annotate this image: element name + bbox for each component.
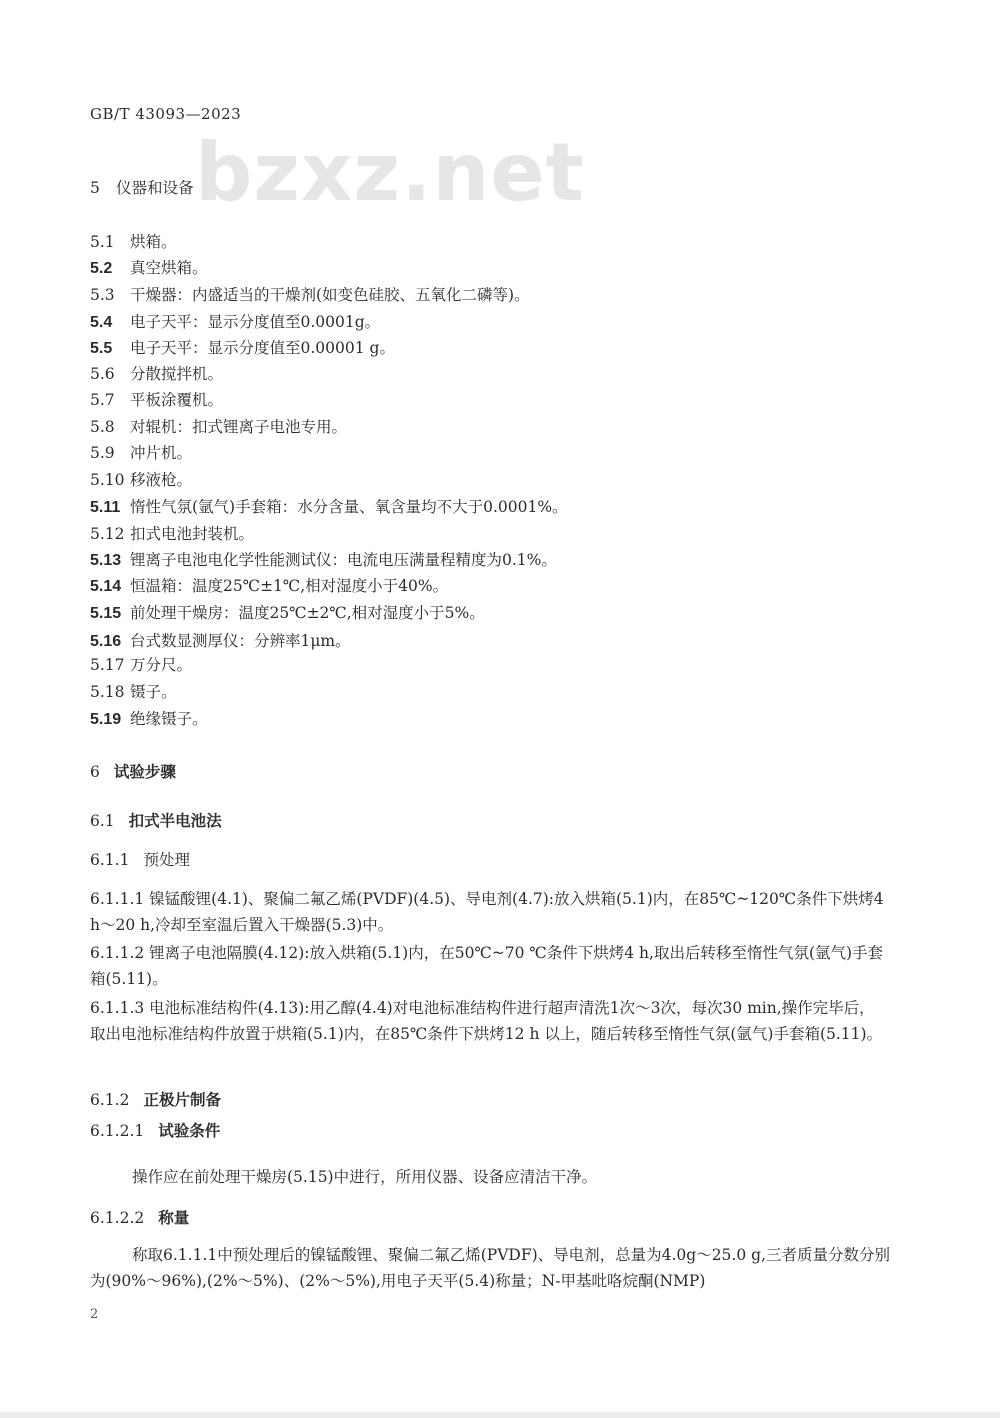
item-text: 移液枪。	[130, 471, 193, 489]
standard-number-header: GB/T 43093—2023	[90, 105, 242, 123]
item-text: 对辊机：扣式锂离子电池专用。	[130, 418, 348, 436]
section-number: 5	[90, 179, 100, 197]
list-item	[90, 550, 557, 571]
list-item	[90, 417, 347, 437]
item-text: 真空烘箱。	[130, 259, 208, 277]
item-number: 5.17	[90, 656, 125, 674]
paragraph-test-conditions: 操作应在前处理干燥房(5.15)中进行，所用仪器、设备应清洁干净。	[132, 1168, 598, 1186]
section-title: 扣式半电池法	[128, 812, 222, 830]
page-bottom-edge	[0, 1412, 1000, 1418]
item-number: 5.4	[90, 314, 113, 331]
section-title: 正极片制备	[143, 1091, 221, 1109]
item-number: 5.12	[90, 525, 125, 543]
list-item	[90, 443, 192, 463]
item-number: 5.5	[90, 340, 113, 357]
item-number: 5.15	[90, 605, 122, 622]
subsection-heading	[90, 811, 222, 831]
item-text: 绝缘镊子。	[130, 710, 208, 728]
list-item	[90, 655, 192, 675]
item-text: 电子天平：显示分度值至0.00001 g。	[130, 339, 395, 357]
paragraph-6-1-1-3: 6.1.1.3 电池标准结构件(4.13):用乙醇(4.4)对电池标准结构件进行超声清洗1次～3次，每次30 min,操作完毕后，取出电池标准结构件放置于烘箱(5.1)内，在85℃条件下烘烤12 h 以上，随后转移至惰性气氛(氩气)手套箱(5.11)。	[90, 999, 883, 1043]
list-item	[90, 390, 223, 410]
item-number: 5.8	[90, 418, 115, 436]
list-item	[90, 682, 177, 702]
section-number: 6.1.2	[90, 1091, 130, 1109]
section-title: 试验步骤	[113, 763, 176, 781]
list-item	[90, 470, 192, 490]
section-title: 称量	[158, 1209, 190, 1227]
item-text: 冲片机。	[130, 444, 193, 462]
item-number: 5.2	[90, 260, 113, 277]
subsection-heading	[90, 1121, 220, 1141]
section-number: 6.1.1	[90, 851, 130, 869]
list-item	[90, 603, 485, 624]
item-text: 平板涂覆机。	[130, 391, 224, 409]
list-item	[90, 258, 208, 279]
section-5-heading	[90, 178, 194, 198]
list-item	[90, 631, 351, 652]
item-text: 镊子。	[130, 683, 177, 701]
section-6-heading	[90, 762, 176, 782]
list-item	[90, 709, 208, 730]
subsection-heading	[90, 1208, 189, 1228]
list-item	[90, 364, 223, 384]
list-item	[90, 232, 177, 252]
item-number: 5.16	[90, 633, 122, 650]
item-number: 5.9	[90, 444, 115, 462]
paragraph-6-1-1-1: 6.1.1.1 镍锰酸锂(4.1)、聚偏二氟乙烯(PVDF)(4.5)、导电剂(4.7):放入烘箱(5.1)内，在85℃~120℃条件下烘烤4 h～20 h,冷却至室温后置入干燥器(5.3)中。	[90, 890, 884, 934]
watermark: bzxz.net	[195, 126, 585, 219]
item-text: 分散搅拌机。	[130, 365, 224, 383]
item-number: 5.19	[90, 711, 122, 728]
list-item	[90, 497, 568, 518]
page-number: 2	[90, 1307, 99, 1322]
paragraph-6-1-1-2: 6.1.1.2 锂离子电池隔膜(4.12):放入烘箱(5.1)内，在50℃~70 ℃条件下烘烤4 h,取出后转移至惰性气氛(氩气)手套箱(5.11)。	[90, 944, 884, 988]
item-text: 锂离子电池电化学性能测试仪：电流电压满量程精度为0.1%。	[130, 551, 557, 569]
item-number: 5.6	[90, 365, 115, 383]
section-number: 6.1.2.2	[90, 1209, 145, 1227]
item-text: 惰性气氛(氩气)手套箱：水分含量、氧含量均不大于0.0001%。	[130, 498, 568, 516]
item-text: 万分尺。	[130, 656, 193, 674]
item-text: 恒温箱：温度25℃±1℃,相对湿度小于40%。	[130, 577, 449, 595]
list-item	[90, 524, 254, 544]
subsection-heading	[90, 1090, 221, 1110]
section-number: 6.1.2.1	[90, 1122, 145, 1140]
item-number: 5.18	[90, 683, 125, 701]
section-title: 试验条件	[158, 1122, 221, 1140]
item-text: 台式数显测厚仪：分辨率1μm。	[130, 632, 351, 650]
list-item	[90, 338, 395, 359]
list-item	[90, 576, 448, 597]
item-text: 烘箱。	[130, 233, 177, 251]
list-item	[90, 285, 530, 305]
item-number: 5.10	[90, 471, 125, 489]
section-number: 6	[90, 763, 100, 781]
list-item	[90, 312, 380, 333]
item-text: 干燥器：内盛适当的干燥剂(如变色硅胶、五氧化二磷等)。	[130, 286, 530, 304]
item-text: 电子天平：显示分度值至0.0001g。	[130, 313, 381, 331]
section-title: 仪器和设备	[116, 179, 194, 197]
paragraph-weighing: 称取6.1.1.1中预处理后的镍锰酸锂、聚偏二氟乙烯(PVDF)、导电剂，总量为4.0g～25.0 g,三者质量分数分别为(90%～96%),(2%～5%)、(2%～5%),用电子天平(5.4)称量；N-甲基吡咯烷酮(NMP)	[90, 1246, 890, 1290]
item-number: 5.1	[90, 233, 115, 251]
item-number: 5.11	[90, 499, 121, 516]
subsection-heading	[90, 850, 190, 870]
item-text: 前处理干燥房：温度25℃±2℃,相对湿度小于5%。	[130, 604, 485, 622]
item-number: 5.13	[90, 552, 122, 569]
section-title: 预处理	[143, 851, 190, 869]
item-number: 5.14	[90, 578, 122, 595]
item-number: 5.3	[90, 286, 115, 304]
item-text: 扣式电池封装机。	[130, 525, 255, 543]
section-number: 6.1	[90, 812, 115, 830]
item-number: 5.7	[90, 391, 115, 409]
